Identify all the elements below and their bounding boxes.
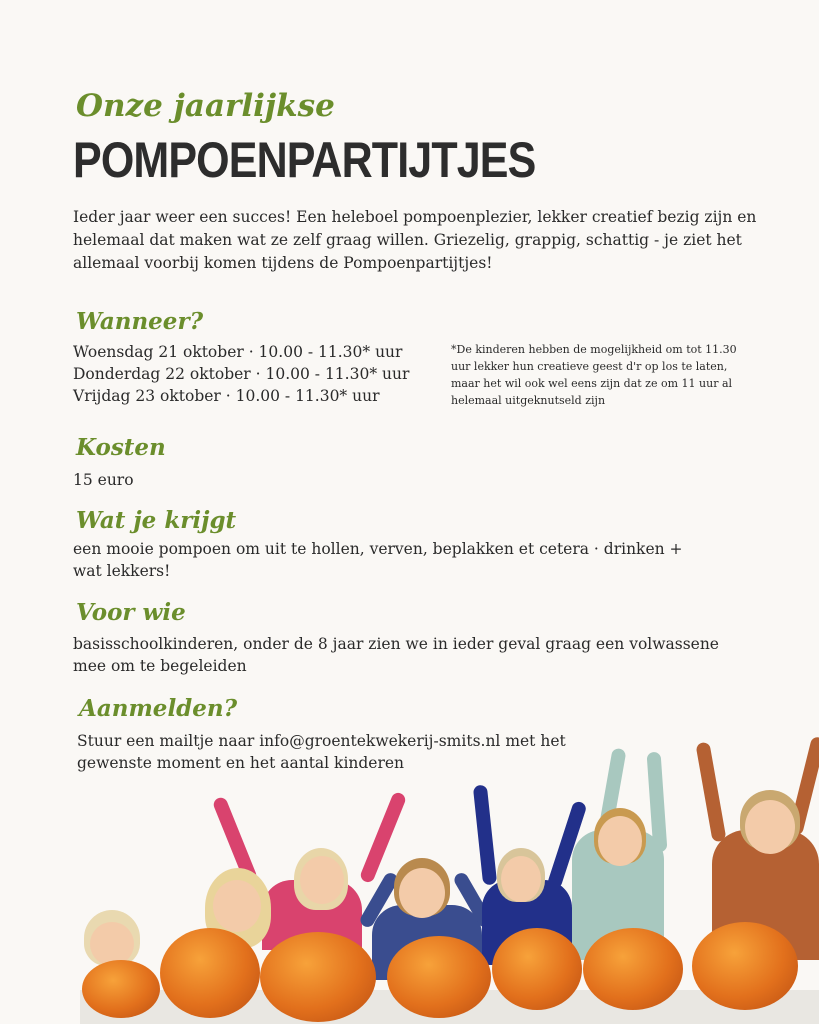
pumpkin: [583, 928, 683, 1010]
signup-line: Stuur een mailtje naar info@groentekwekerij-smits.nl met het: [77, 732, 566, 750]
note-line: *De kinderen hebben de mogelijkheid om tot 11.30: [451, 343, 737, 356]
date-line: Donderdag 22 oktober · 10.00 - 11.30* uur: [73, 365, 410, 383]
who-heading: Voor wie: [76, 599, 186, 626]
what-heading: Wat je krijgt: [76, 507, 237, 534]
pumpkin: [387, 936, 491, 1018]
intro-line: allemaal voorbij komen tijdens de Pompoenpartijtjes!: [73, 254, 493, 272]
date-line: Woensdag 21 oktober · 10.00 - 11.30* uur: [73, 343, 403, 361]
table: [80, 990, 819, 1024]
costs-heading: Kosten: [76, 434, 166, 461]
pumpkin: [492, 928, 582, 1010]
note-line: helemaal uitgeknutseld zijn: [451, 394, 606, 407]
what-line: een mooie pompoen om uit te hollen, verven, beplakken et cetera · drinken +: [73, 540, 683, 558]
page-title: POMPOENPARTIJTJES: [73, 132, 536, 188]
what-line: wat lekkers!: [73, 562, 171, 580]
note-line: uur lekker hun creatieve geest d'r op los te laten,: [451, 360, 728, 373]
signup-heading: Aanmelden?: [79, 695, 238, 722]
signup-line: gewenste moment en het aantal kinderen: [77, 754, 405, 772]
costs-value: 15 euro: [73, 471, 134, 489]
pumpkin: [160, 928, 260, 1018]
when-heading: Wanneer?: [76, 308, 204, 335]
intro-line: helemaal dat maken wat ze zelf graag willen. Griezelig, grappig, schattig - je ziet het: [73, 231, 742, 249]
pumpkin: [260, 932, 376, 1022]
subtitle: Onze jaarlijkse: [76, 88, 335, 124]
who-line: basisschoolkinderen, onder de 8 jaar zien we in ieder geval graag een volwassene: [73, 635, 719, 653]
date-line: Vrijdag 23 oktober · 10.00 - 11.30* uur: [73, 387, 380, 405]
intro-line: Ieder jaar weer een succes! Een heleboel pompoenplezier, lekker creatief bezig zijn en: [73, 208, 757, 226]
pumpkin: [692, 922, 798, 1010]
pumpkin: [82, 960, 160, 1018]
who-line: mee om te begeleiden: [73, 657, 247, 675]
note-line: maar het wil ook wel eens zijn dat ze om 11 uur al: [451, 377, 733, 390]
